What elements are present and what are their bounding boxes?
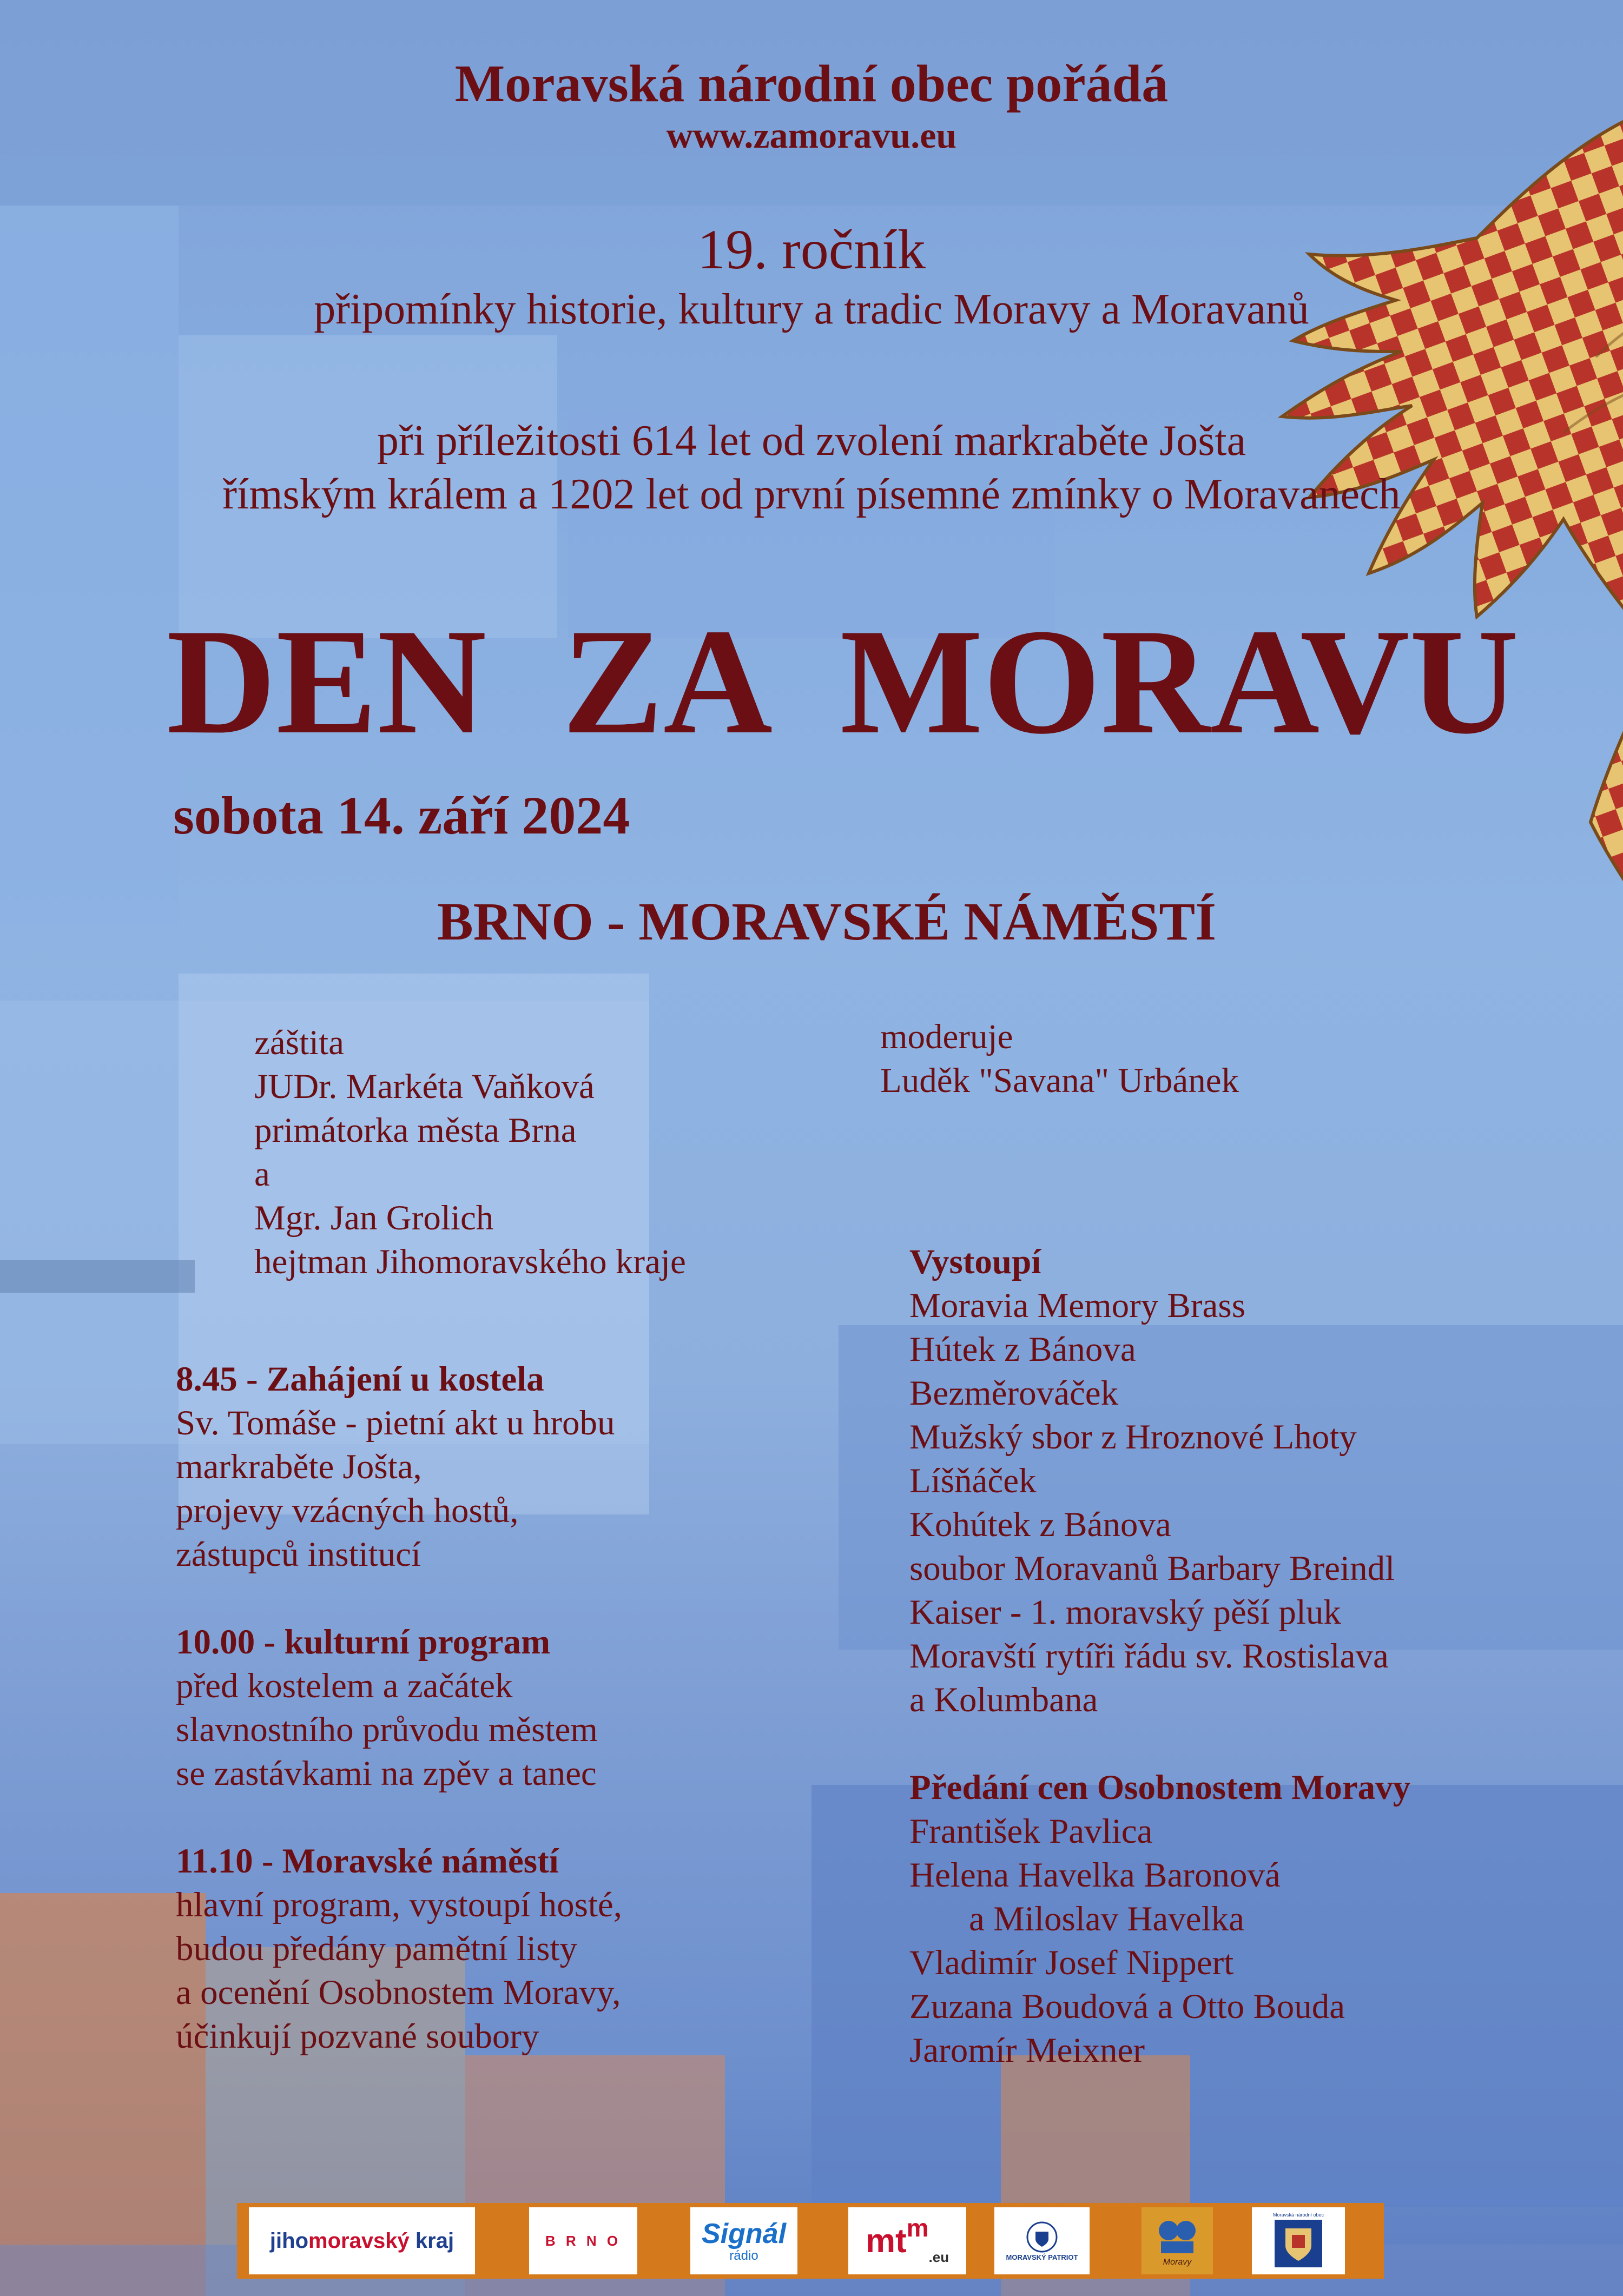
jihomoravsky-kraj-logo[interactable] <box>249 2207 475 2274</box>
program-line: slavnostního průvodu městem <box>176 1710 598 1749</box>
patronage-line: a <box>254 1155 270 1194</box>
organizer-line: Moravská národní obec pořádá <box>454 55 1169 113</box>
edition-subtitle: připomínky historie, kultury a tradic Moravy a Moravanů <box>314 286 1309 333</box>
performer-item: Moravia Memory Brass <box>909 1286 1245 1325</box>
bg-block <box>0 1260 195 1293</box>
patriot-emblem-icon <box>1026 2221 1058 2253</box>
faces-emblem-icon <box>1151 2214 1203 2258</box>
mno-coat-of-arms-logo[interactable] <box>1252 2207 1345 2274</box>
award-item: Vladimír Josef Nippert <box>909 1943 1234 1982</box>
bg-block <box>0 1893 206 2296</box>
award-item: František Pavlica <box>909 1812 1153 1851</box>
program-line: markraběte Jošta, <box>176 1447 422 1486</box>
performer-item: Bezměrováček <box>909 1374 1119 1413</box>
eagle-wing <box>1282 87 1623 627</box>
award-item: Zuzana Boudová a Otto Bouda <box>909 1987 1345 2026</box>
moravsky-patriot-logo[interactable] <box>994 2207 1090 2274</box>
performer-item: soubor Moravanů Barbary Breindl <box>909 1549 1395 1588</box>
program-line: účinkují pozvané soubory <box>176 2017 539 2056</box>
event-title: DEN ZA MORAVU <box>167 597 1519 765</box>
logo-text: m <box>906 2214 929 2242</box>
logo-text: Moravy <box>1163 2258 1192 2267</box>
logo-text: Signál <box>701 2218 787 2249</box>
edition-number: 19. ročník <box>697 219 926 281</box>
program-heading: 10.00 - kulturní program <box>176 1623 551 1662</box>
program-line: před kostelem a začátek <box>176 1666 513 1705</box>
logo-text: jiho <box>269 2228 308 2253</box>
logo-text: rádio <box>729 2248 758 2263</box>
patronage-block <box>254 1021 686 1284</box>
program-line: zástupců institucí <box>176 1535 421 1574</box>
performer-item: a Kolumbana <box>909 1680 1098 1719</box>
signal-radio-logo[interactable] <box>690 2207 797 2274</box>
program-line: projevy vzácných hostů, <box>176 1491 519 1530</box>
program-line: se zastávkami na zpěv a tanec <box>176 1754 597 1793</box>
event-date: sobota 14. září 2024 <box>173 785 630 845</box>
awards-heading: Předání cen Osobnostem Moravy <box>909 1768 1411 1807</box>
award-item: Jaromír Meixner <box>909 2031 1145 2070</box>
performer-item: Moravští rytíři řádu sv. Rostislava <box>909 1637 1389 1676</box>
program-heading: 11.10 - Moravské náměstí <box>176 1842 559 1881</box>
logo-text: mt <box>865 2222 907 2260</box>
occasion-line-1: při příležitosti 614 let od zvolení markraběte Jošta <box>377 417 1246 465</box>
website-link[interactable]: www.zamoravu.eu <box>666 115 957 156</box>
patronage-line: záštita <box>254 1023 345 1062</box>
award-item: Helena Havelka Baronová <box>909 1856 1281 1895</box>
patronage-line: JUDr. Markéta Vaňková <box>254 1067 595 1106</box>
program-line: Sv. Tomáše - pietní akt u hrobu <box>176 1404 615 1443</box>
performer-item: Líšňáček <box>909 1461 1037 1500</box>
logo-text: .eu <box>928 2249 949 2265</box>
logo-text: MORAVSKÝ PATRIOT <box>1006 2253 1078 2261</box>
logo-text: kraj <box>409 2228 454 2253</box>
coat-of-arms-icon <box>1272 2218 1324 2269</box>
performer-item: Kaiser - 1. moravský pěší pluk <box>909 1593 1341 1632</box>
performers-block <box>909 1240 1410 2073</box>
eagle-tail <box>1591 627 1623 1017</box>
program-heading: 8.45 - Zahájení u kostela <box>176 1360 544 1399</box>
logo-text: moravský <box>308 2228 410 2253</box>
mtm-logo[interactable] <box>848 2207 966 2274</box>
performers-heading: Vystoupí <box>909 1242 1041 1281</box>
program-block <box>176 1358 622 2059</box>
occasion-line-2: římským králem a 1202 let od první písemné zmínky o Moravanech <box>222 471 1401 518</box>
award-item: a Miloslav Havelka <box>969 1900 1245 1938</box>
event-place: BRNO - MORAVSKÉ NÁMĚSTÍ <box>437 891 1216 951</box>
moderator-name: Luděk "Savana" Urbánek <box>880 1061 1239 1100</box>
moderator-block <box>880 1015 1239 1103</box>
mnof-logo[interactable] <box>1142 2207 1213 2274</box>
brno-logo[interactable] <box>529 2207 637 2274</box>
performer-item: Kohútek z Bánova <box>909 1505 1171 1544</box>
moderator-label: moderuje <box>880 1017 1013 1056</box>
performer-item: Hútek z Bánova <box>909 1330 1136 1369</box>
partner-logo-strip <box>237 2203 1384 2279</box>
logo-text: Moravská národní obec <box>1272 2212 1324 2218</box>
logo-text: B R N O <box>545 2232 622 2249</box>
performer-item: Mužský sbor z Hroznové Lhoty <box>909 1418 1357 1457</box>
program-line: budou předány pamětní listy <box>176 1929 577 1968</box>
patronage-line: Mgr. Jan Grolich <box>254 1199 494 1238</box>
patronage-line: primátorka města Brna <box>254 1111 577 1150</box>
patronage-line: hejtman Jihomoravského kraje <box>254 1242 686 1281</box>
program-line: a ocenění Osobnostem Moravy, <box>176 1973 621 2012</box>
program-line: hlavní program, vystoupí hosté, <box>176 1885 623 1924</box>
